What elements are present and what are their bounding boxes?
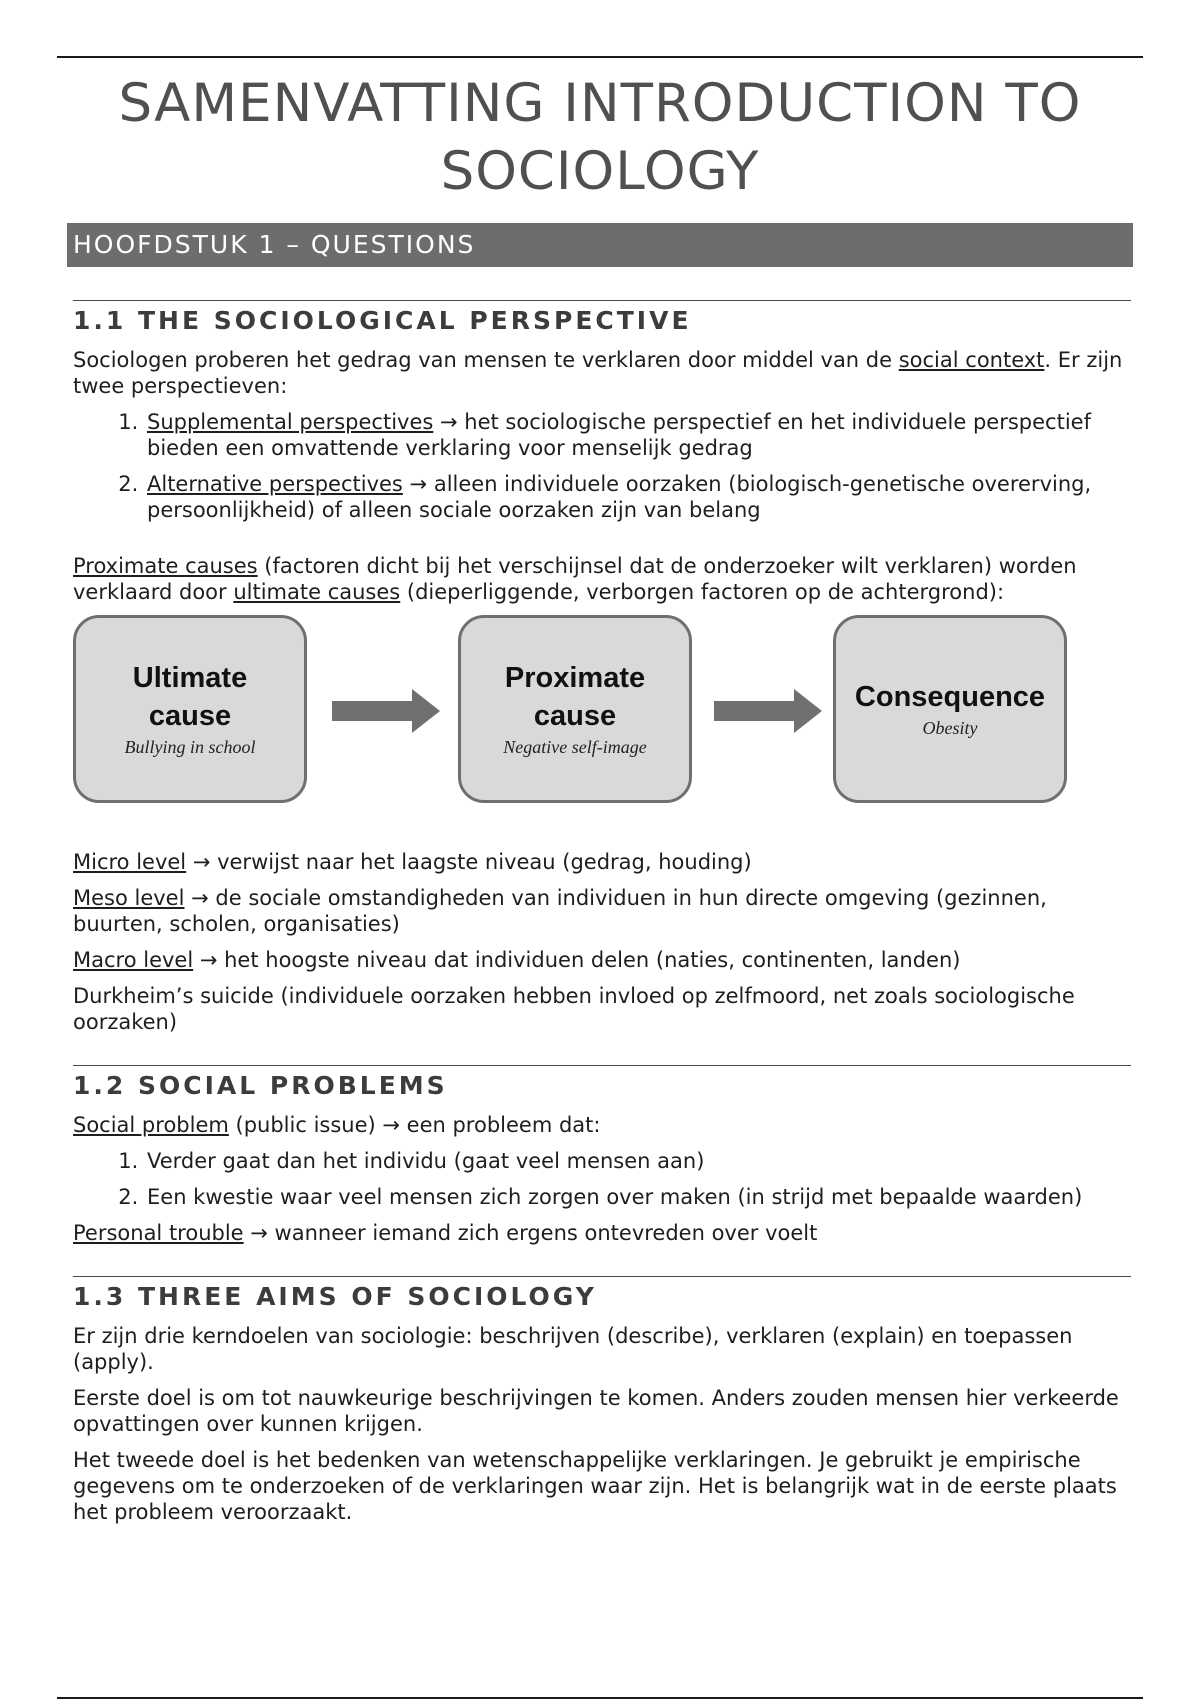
list-text: → alleen individuele oorzaken (biologisch-genetische overerving, persoonlijkheid) of alleen sociale oorzaken zijn van belang — [147, 472, 1092, 522]
list-item — [145, 409, 1131, 461]
top-rule — [57, 56, 1143, 58]
box-title: Consequence — [854, 681, 1046, 713]
right-arrow-icon — [332, 689, 440, 733]
personal-trouble-text: → wanneer iemand zich ergens ontevreden over voelt — [243, 1221, 818, 1245]
intro-text-end: . Er zijn twee perspectieven: — [73, 348, 1123, 398]
level-term: Macro level — [73, 948, 194, 972]
personal-trouble-paragraph — [73, 1220, 1131, 1246]
box-subtitle: Bullying in school — [124, 737, 256, 757]
perspectives-list — [73, 409, 1131, 523]
box-title: cause — [533, 700, 617, 732]
aims-paragraph: Het tweede doel is het bedenken van wetenschappelijke verklaringen. Je gebruikt je empirische gegevens om te onderzoeken of de verklaringen waar zijn. Het is belangrijk wat in de eerste plaats het probleem veroorzaakt. — [73, 1448, 1117, 1524]
level-term: Micro level — [73, 850, 187, 874]
section-heading-1-3: 1.3 THREE AIMS OF SOCIOLOGY — [73, 1276, 1131, 1313]
list-term: Alternative perspectives — [147, 472, 403, 496]
intro-text: Sociologen proberen het gedrag van mensen te verklaren door middel van de — [73, 348, 899, 372]
title-line-1: SAMENVATTING INTRODUCTION TO — [118, 73, 1082, 134]
box-subtitle: Negative self-image — [503, 737, 647, 757]
durkheim-paragraph: Durkheim’s suicide (individuele oorzaken hebben invloed op zelfmoord, net zoals sociologische oorzaken) — [73, 984, 1075, 1034]
section-heading-1-2: 1.2 SOCIAL PROBLEMS — [73, 1065, 1131, 1102]
box-title: cause — [148, 700, 232, 732]
causes-paragraph — [73, 553, 1131, 605]
list-item: 2. Een kwestie waar veel mensen zich zorgen over maken (in strijd met bepaalde waarden) — [145, 1184, 1131, 1210]
social-context-term: social context — [898, 348, 1045, 372]
level-term: Meso level — [73, 886, 185, 910]
level-text: → het hoogste niveau dat individuen delen (naties, continenten, landen) — [193, 948, 961, 972]
personal-trouble-term: Personal trouble — [73, 1221, 244, 1245]
list-text: → het sociologische perspectief en het individuele perspectief bieden een omvattende verklaring voor menselijk gedrag — [147, 410, 1091, 460]
ultimate-causes-term: ultimate causes — [233, 580, 401, 604]
social-problem-list — [73, 1148, 1131, 1210]
causes-diagram — [73, 615, 1131, 825]
diagram-box-consequence — [833, 615, 1067, 803]
right-arrow-icon — [714, 689, 822, 733]
intro-paragraph — [73, 347, 1131, 399]
box-title: Proximate — [504, 662, 646, 694]
section-heading-1-1: 1.1 THE SOCIOLOGICAL PERSPECTIVE — [73, 300, 1131, 337]
level-item — [73, 885, 1131, 937]
causes-text-end: (dieperliggende, verborgen factoren op de achtergrond): — [400, 580, 1005, 604]
social-problem-term: Social problem — [73, 1113, 229, 1137]
title-line-2: SOCIOLOGY — [440, 141, 760, 202]
diagram-box-proximate-cause — [458, 615, 692, 803]
document-body — [73, 300, 1131, 1535]
list-term: Supplemental perspectives — [147, 410, 434, 434]
list-item — [145, 471, 1131, 523]
chapter-heading: HOOFDSTUK 1 – QUESTIONS — [67, 223, 1133, 267]
causes-text: (factoren dicht bij het verschijnsel dat de onderzoeker wilt verklaren) worden verklaard door — [73, 554, 1077, 604]
proximate-causes-term: Proximate causes — [73, 554, 258, 578]
level-text: → verwijst naar het laagste niveau (gedrag, houding) — [186, 850, 752, 874]
bottom-rule — [57, 1697, 1143, 1699]
list-item: 1. Verder gaat dan het individu (gaat veel mensen aan) — [145, 1148, 1131, 1174]
box-subtitle: Obesity — [922, 718, 978, 738]
level-text: → de sociale omstandigheden van individuen in hun directe omgeving (gezinnen, buurten, scholen, organisaties) — [73, 886, 1047, 936]
level-item — [73, 849, 1131, 875]
aims-paragraph: Eerste doel is om tot nauwkeurige beschrijvingen te komen. Anders zouden mensen hier verkeerde opvattingen over kunnen krijgen. — [73, 1386, 1119, 1436]
social-problem-text: (public issue) → een probleem dat: — [228, 1113, 601, 1137]
social-problem-paragraph — [73, 1112, 1131, 1138]
document-title — [57, 70, 1143, 206]
diagram-box-ultimate-cause — [73, 615, 307, 803]
aims-paragraph: Er zijn drie kerndoelen van sociologie: beschrijven (describe), verklaren (explain) en toepassen (apply). — [73, 1324, 1073, 1374]
level-item — [73, 947, 1131, 973]
box-title: Ultimate — [132, 662, 248, 694]
